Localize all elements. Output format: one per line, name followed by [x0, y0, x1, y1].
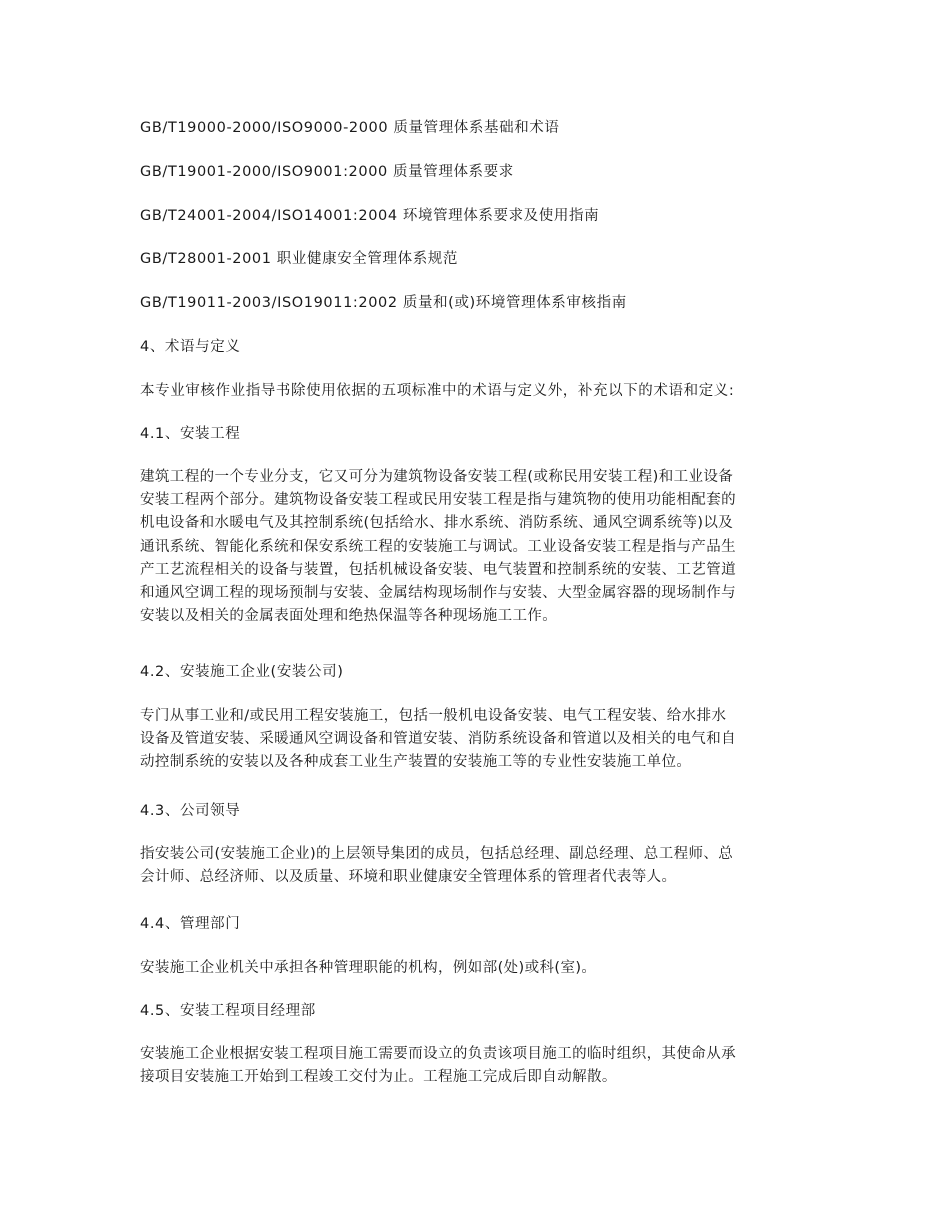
definition-line: 动控制系统的安装以及各种成套工业生产装置的安装施工等的专业性安装施工单位。	[140, 754, 692, 771]
term-heading: 4.3、公司领导	[140, 803, 241, 819]
term-heading: 4.1、安装工程	[140, 426, 241, 442]
definition-line: 会计师、总经济师、以及质量、环境和职业健康安全管理体系的管理者代表等人。	[140, 869, 677, 886]
standard-line: GB/T19001-2000/ISO9001:2000 质量管理体系要求	[140, 164, 514, 180]
section-heading: 4、术语与定义	[140, 339, 241, 355]
definition-line: 产工艺流程相关的设备与装置，包括机械设备安装、电气装置和控制系统的安装、工艺管道	[140, 561, 736, 578]
definition-line: 安装以及相关的金属表面处理和绝热保温等各种现场施工工作。	[140, 608, 558, 625]
definition-line: 机电设备和水暖电气及其控制系统(包括给水、排水系统、消防系统、通风空调系统等)以及	[140, 515, 734, 532]
definition-line: 设备及管道安装、采暖通风空调设备和管道安装、消防系统设备和管道以及相关的电气和自	[140, 731, 736, 748]
standard-line: GB/T19000-2000/ISO9000-2000 质量管理体系基础和术语	[140, 120, 560, 136]
standard-line: GB/T28001-2001 职业健康安全管理体系规范	[140, 251, 458, 267]
section-intro: 本专业审核作业指导书除使用依据的五项标准中的术语与定义外，补充以下的术语和定义:	[140, 383, 735, 399]
standard-line: GB/T24001-2004/ISO14001:2004 环境管理体系要求及使用指南	[140, 208, 600, 224]
term-definition	[140, 843, 808, 889]
term-heading: 4.2、安装施工企业(安装公司)	[140, 664, 344, 680]
definition-line: 安装工程两个部分。建筑物设备安装工程或民用安装工程是指与建筑物的使用功能相配套的	[140, 492, 736, 509]
definition-line: 建筑工程的一个专业分支，它又可分为建筑物设备安装工程(或称民用安装工程)和工业设备	[140, 469, 734, 485]
definition-line: 指安装公司(安装施工企业)的上层领导集团的成员，包括总经理、副总经理、总工程师、总	[140, 846, 734, 862]
definition-line: 安装施工企业根据安装工程项目施工需要而设立的负责该项目施工的临时组织，其使命从承	[140, 1046, 736, 1062]
definition-line: 安装施工企业机关中承担各种管理职能的机构，例如部(处)或科(室)。	[140, 960, 597, 976]
definition-line: 专门从事工业和/或民用工程安装施工，包括一般机电设备安装、电气工程安装、给水排水	[140, 708, 727, 724]
definition-line: 通讯系统、智能化系统和保安系统工程的安装施工与调试。工业设备安装工程是指与产品生	[140, 538, 736, 555]
term-definition	[140, 1043, 808, 1089]
term-definition	[140, 705, 808, 775]
definition-line: 和通风空调工程的现场预制与安装、金属结构现场制作与安装、大型金属容器的现场制作与	[140, 585, 736, 602]
definition-line: 接项目安装施工开始到工程竣工交付为止。工程施工完成后即自动解散。	[140, 1069, 617, 1086]
term-definition	[140, 957, 808, 980]
term-definition	[140, 466, 808, 628]
term-heading: 4.5、安装工程项目经理部	[140, 1003, 316, 1019]
term-heading: 4.4、管理部门	[140, 916, 241, 932]
standard-line: GB/T19011-2003/ISO19011:2002 质量和(或)环境管理体系审核指南	[140, 295, 627, 311]
